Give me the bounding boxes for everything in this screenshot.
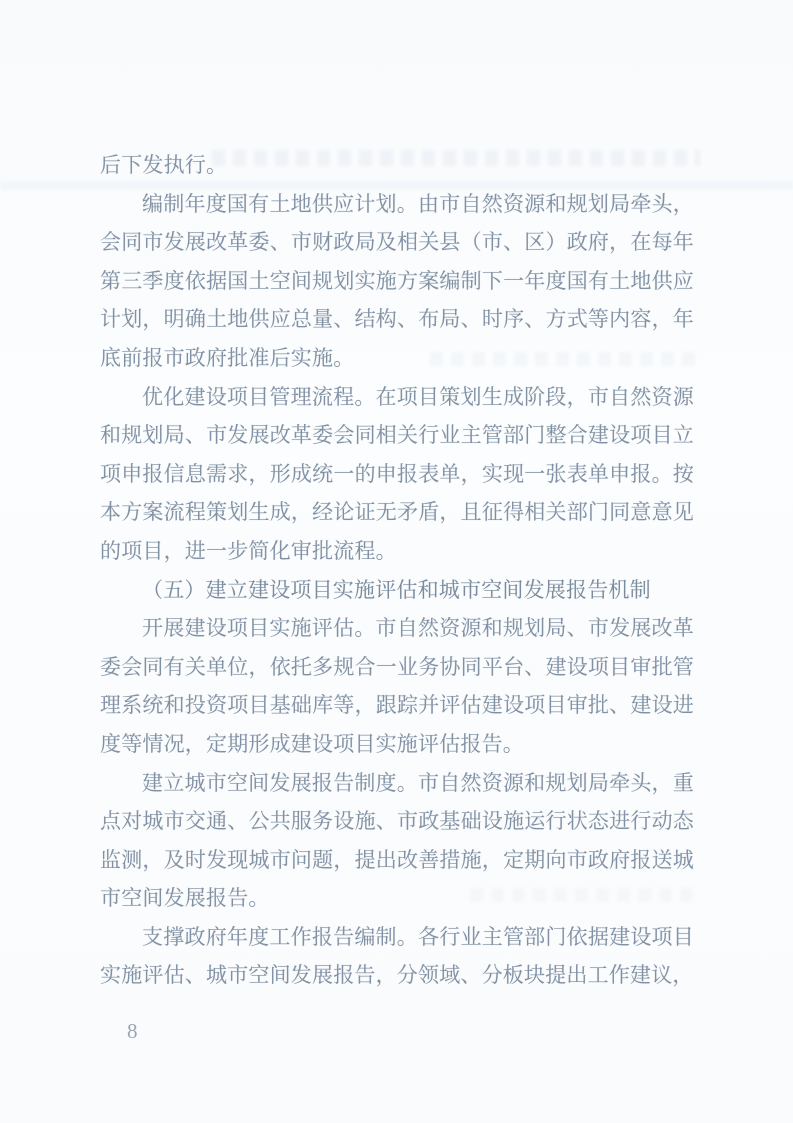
paragraph-implementation-evaluation: 开展建设项目实施评估。市自然资源和规划局、市发展改革委会同有关单位，依托多规合一业务协同平台、建设项目审批管理系统和投资项目基础库等，跟踪并评估建设项目审批、建设进度等情况，定期形成建设项目实施评估报告。: [100, 616, 694, 756]
page-number: 8: [127, 1019, 138, 1043]
paragraph-land-supply-plan: 编制年度国有土地供应计划。由市自然资源和规划局牵头，会同市发展改革委、市财政局及相关县（市、区）政府，在每年第三季度依据国土空间规划实施方案编制下一年度国有土地供应计划，明确土地供应总量、结构、布局、时序、方式等内容，年底前报市政府批准后实施。: [100, 191, 694, 370]
paragraph-project-management-process: 优化建设项目管理流程。在项目策划生成阶段，市自然资源和规划局、市发展改革委会同相关行业主管部门整合建设项目立项申报信息需求，形成统一的申报表单，实现一张表单申报。按本方案流程策划生成，经论证无矛盾，且征得相关部门同意意见的项目，进一步简化审批流程。: [100, 384, 694, 563]
document-body: [100, 146, 694, 995]
paragraph-continuation: 后下发执行。: [100, 153, 228, 177]
section-heading: （五）建立建设项目实施评估和城市空间发展报告机制: [142, 577, 651, 602]
paragraph-annual-work-report: 支撑政府年度工作报告编制。各行业主管部门依据建设项目实施评估、城市空间发展报告，分领域、分板块提出工作建议，: [100, 924, 694, 988]
paragraph-urban-space-report: 建立城市空间发展报告制度。市自然资源和规划局牵头，重点对城市交通、公共服务设施、市政基础设施运行状态进行动态监测，及时发现城市问题，提出改善措施，定期向市政府报送城市空间发展报告。: [100, 770, 694, 911]
